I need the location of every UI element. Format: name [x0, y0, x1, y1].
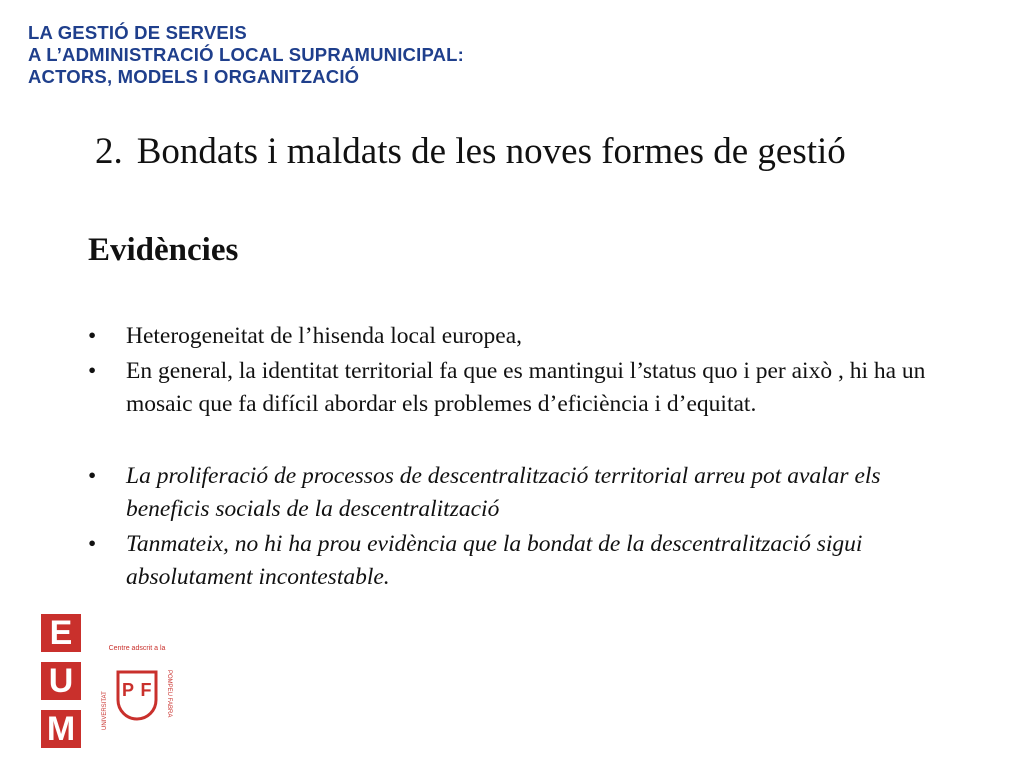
upf-text-right: POMPEU FABRA — [166, 670, 172, 718]
bullet-text: Tanmateix, no hi ha prou evidència que la bondat de la descentralització sigui absolutament incontestable. — [126, 531, 863, 590]
header-line-2: A L’ADMINISTRACIÓ LOCAL SUPRAMUNICIPAL: — [28, 44, 465, 65]
bullet-text: En general, la identitat territorial fa que es mantingui l’status quo i per això , hi ha un mosaic que fa difícil abordar els problemes d’eficiència i d’equitat. — [126, 358, 926, 417]
header-line-1: LA GESTIÓ DE SERVEIS — [28, 22, 247, 43]
eum-letter-u: U — [41, 662, 81, 700]
course-header — [28, 22, 464, 88]
bullet-item — [88, 460, 948, 526]
eum-upf-logo — [38, 612, 178, 757]
bullet-marker: • — [88, 463, 97, 489]
upf-letter-f: F — [140, 680, 152, 700]
bullet-marker: • — [88, 358, 97, 384]
bullet-marker: • — [88, 531, 97, 557]
upf-logo-icon — [98, 640, 176, 748]
bullet-marker: • — [88, 323, 97, 349]
header-line-3: ACTORS, MODELS I ORGANITZACIÓ — [28, 66, 360, 87]
upf-letter-p: P — [121, 680, 135, 700]
bullet-item — [88, 320, 948, 353]
upf-text-top: Centre adscrit a la — [108, 645, 166, 652]
slide-title — [95, 130, 846, 173]
eum-letter-m: M — [41, 710, 81, 748]
bullet-text: Heterogeneitat de l’hisenda local europea, — [126, 323, 523, 349]
bullet-text: La proliferació de processos de descentralització territorial arreu pot avalar els beneficis socials de la descentralització — [126, 463, 881, 522]
section-heading: Evidències — [88, 232, 239, 268]
bullet-item — [88, 355, 948, 421]
eum-letter-e: E — [41, 614, 81, 652]
bullet-item — [88, 528, 948, 594]
slide-title-text: Bondats i maldats de les noves formes de gestió — [136, 131, 846, 172]
slide-title-number: 2. — [95, 131, 123, 172]
bullet-list — [88, 320, 948, 594]
upf-text-left: UNIVERSITAT — [102, 691, 108, 730]
